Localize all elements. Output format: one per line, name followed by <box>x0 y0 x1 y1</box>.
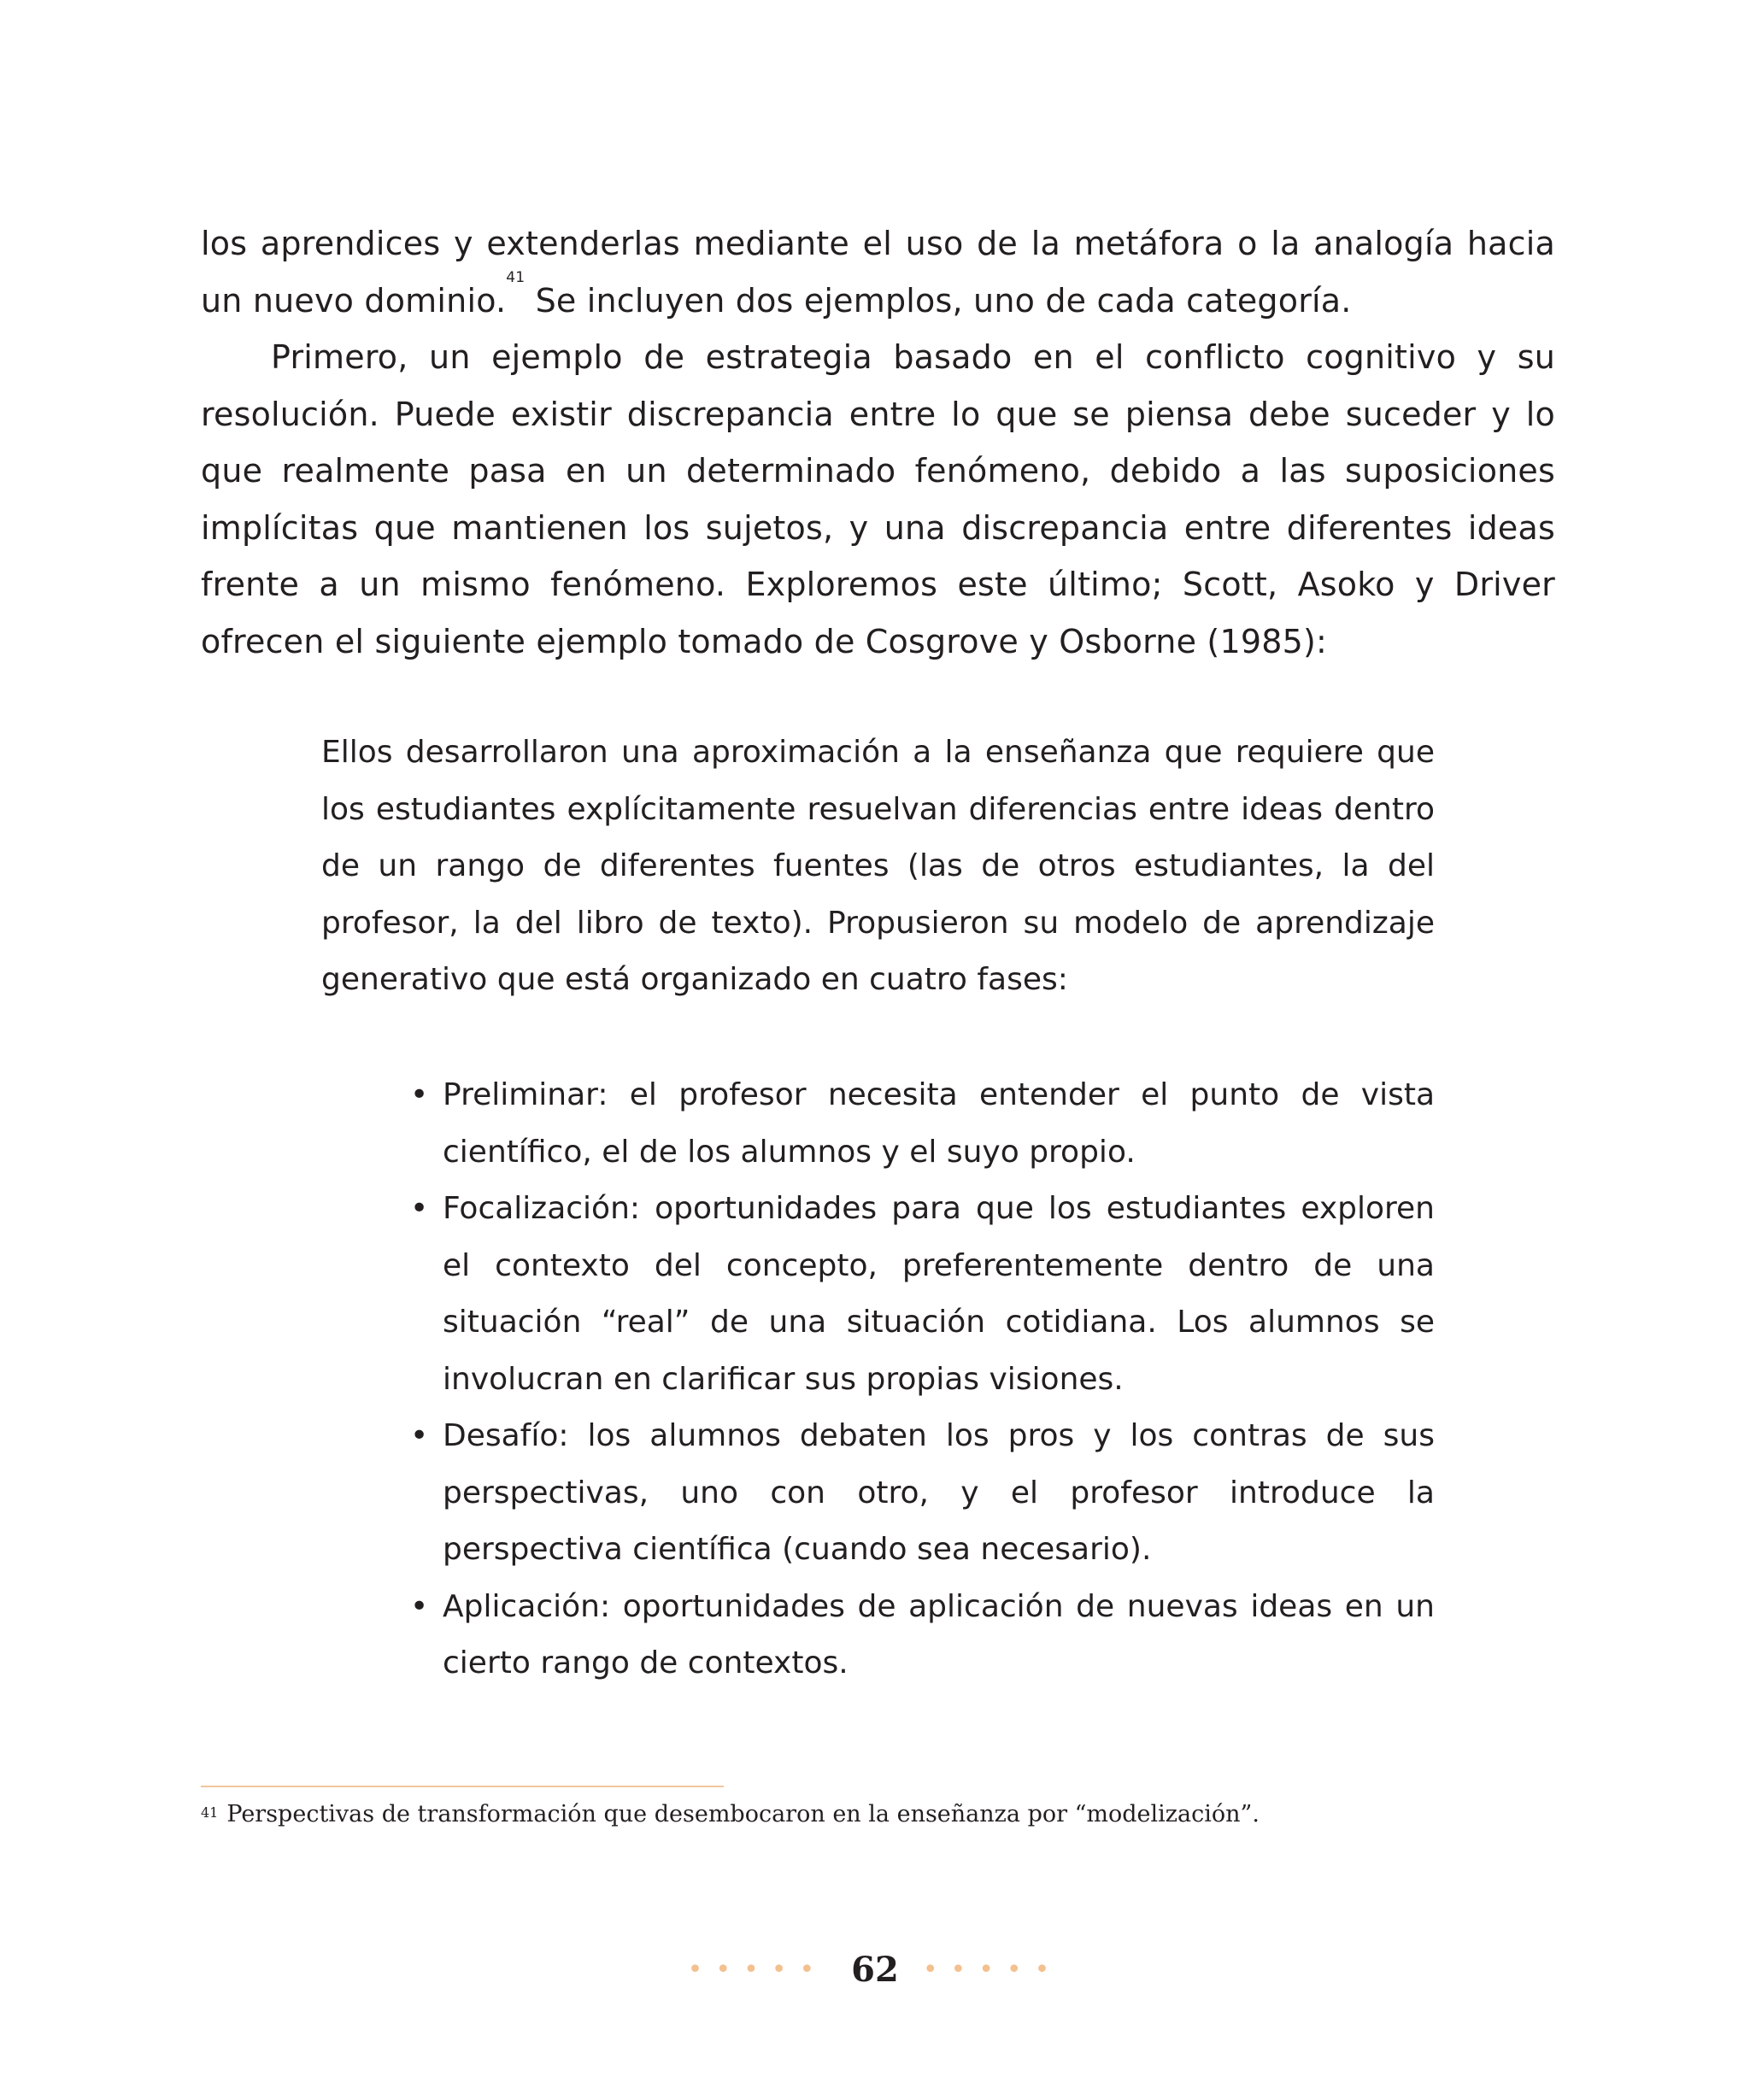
bullet-icon: • <box>410 1588 429 1624</box>
list-item-text: Aplicación: oportunidades de aplicación de nuevas ideas en un cierto rango de contextos. <box>443 1588 1435 1681</box>
list-item <box>410 1067 1435 1181</box>
decorative-dots-left: ••••• <box>687 1955 828 1985</box>
footnote-reference: 41 <box>506 268 526 286</box>
bullet-icon: • <box>410 1077 429 1112</box>
paragraph-1-tail: Se incluyen dos ejemplos, uno de cada categoría. <box>525 281 1352 320</box>
footnote <box>201 1798 1483 1832</box>
list-item <box>410 1181 1435 1408</box>
block-quote-text: Ellos desarrollaron una aproximación a la enseñanza que requiere que los estudiantes explícitamente resuelvan diferencias entre ideas dentro de un rango de diferentes fuentes (las de otros estudiantes, la del profesor, la del libro de texto). Propusieron su modelo de aprendizaje generativo que está organizado en cuatro fases: <box>321 735 1435 997</box>
decorative-dots-right: ••••• <box>922 1955 1063 1985</box>
footnote-text: Perspectivas de transformación que desembocaron en la enseñanza por “modelización”. <box>226 1801 1260 1827</box>
list-item-text: Focalización: oportunidades para que los estudiantes exploren el contexto del concepto, preferentemente dentro de una situación “real” de una situación cotidiana. Los alumnos se involucran en clarificar sus propias visiones. <box>443 1191 1435 1397</box>
paragraph-1-text: los aprendices y extenderlas mediante el uso de la metáfora o la analogía hacia un nuevo dominio. <box>201 225 1555 320</box>
list-item-text: Desafío: los alumnos debaten los pros y los contras de sus perspectivas, uno con otro, y el profesor introduce la perspectiva científica (cuando sea necesario). <box>443 1418 1435 1567</box>
bullet-icon: • <box>410 1191 429 1226</box>
main-text <box>201 215 1555 670</box>
footnote-divider <box>201 1786 724 1787</box>
footnote-number: 41 <box>201 1804 219 1821</box>
phases-list <box>410 1067 1435 1692</box>
bullet-icon: • <box>410 1418 429 1453</box>
list-item <box>410 1408 1435 1579</box>
block-quote <box>321 724 1435 1009</box>
list-item-text: Preliminar: el profesor necesita entender el punto de vista científico, el de los alumnos y el suyo propio. <box>443 1077 1435 1170</box>
page-footer <box>0 1950 1750 2001</box>
list-item <box>410 1579 1435 1692</box>
paragraph-2: Primero, un ejemplo de estrategia basado en el conflicto cognitivo y su resolución. Puede existir discrepancia entre lo que se piensa debe suceder y lo que realmente pasa en un determinado fenómeno, debido a las suposiciones implícitas que mantienen los sujetos, y una discrepancia entre diferentes ideas frente a un mismo fenómeno. Exploremos este último; Scott, Asoko y Driver ofrecen el siguiente ejemplo tomado de Cosgrove y Osborne (1985): <box>201 338 1555 660</box>
page-number: 62 <box>851 1950 899 1990</box>
paragraph-1 <box>201 215 1555 329</box>
